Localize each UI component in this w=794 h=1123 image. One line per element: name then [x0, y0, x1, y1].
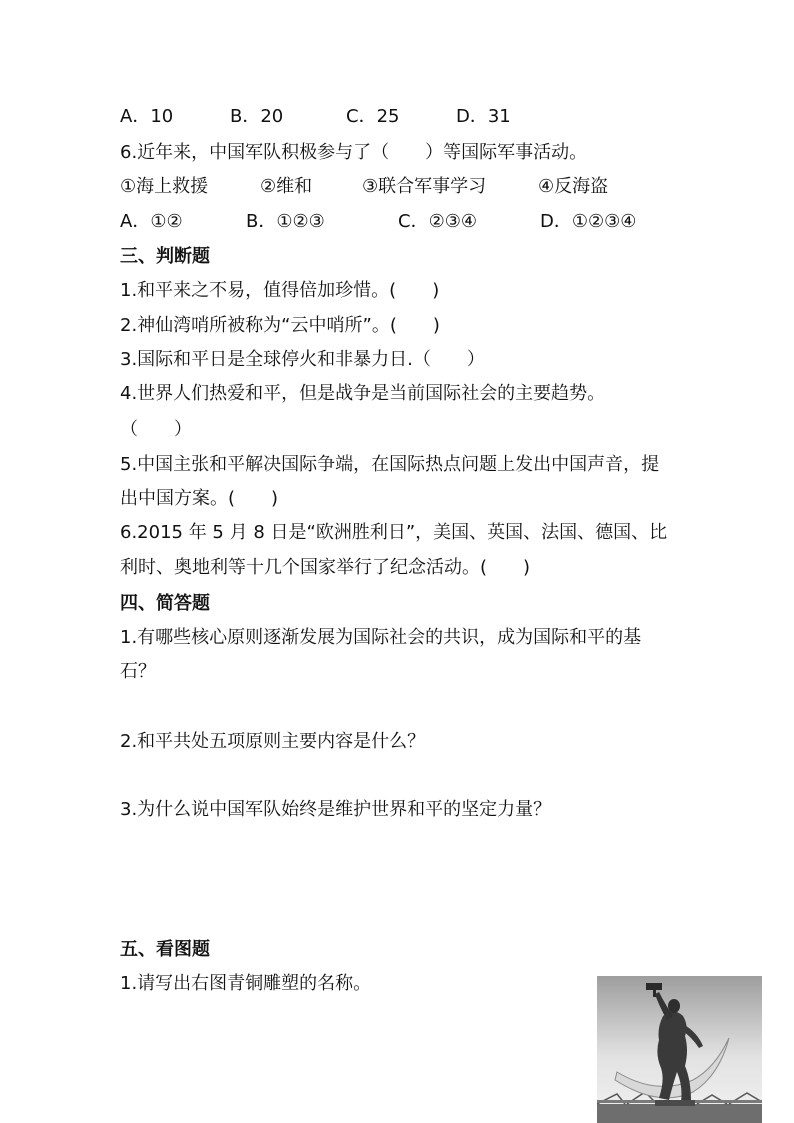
q6-item-1: ①海上救援 — [120, 176, 209, 197]
sculpture-illustration — [597, 976, 762, 1123]
s3-question-6-cont: 利时、奥地利等十几个国家举行了纪念活动。( ) — [120, 557, 531, 578]
s4-question-3: 3.为什么说中国军队始终是维护世界和平的坚定力量？ — [120, 799, 552, 820]
q6-option-a: A．①② — [120, 211, 183, 232]
q6-option-d: D．①②③④ — [540, 211, 637, 232]
s4-question-1-cont: 石？ — [120, 661, 156, 682]
q6-option-c: C．②③④ — [398, 211, 477, 232]
s3-question-4-blank: （ ） — [120, 419, 192, 440]
section4-title: 四、简答题 — [120, 593, 210, 614]
q5-option-d: D．31 — [456, 106, 511, 127]
q6-item-2: ②维和 — [260, 176, 313, 197]
section5-title: 五、看图题 — [120, 939, 210, 960]
s4-question-1: 1.有哪些核心原则逐渐发展为国际社会的共识，成为国际和平的基 — [120, 627, 642, 648]
s4-question-2: 2.和平共处五项原则主要内容是什么？ — [120, 731, 426, 752]
section3-title: 三、判断题 — [120, 246, 210, 267]
s3-question-3: 3.国际和平日是全球停火和非暴力日.（ ） — [120, 349, 485, 370]
q6-item-4: ④反海盗 — [538, 176, 609, 197]
s3-question-4: 4.世界人们热爱和平，但是战争是当前国际社会的主要趋势。 — [120, 383, 606, 404]
q6-item-3: ③联合军事学习 — [362, 176, 487, 197]
q5-option-c: C．25 — [346, 106, 400, 127]
s3-question-6: 6.2015 年 5 月 8 日是“欧洲胜利日”，美国、英国、法国、德国、比 — [120, 522, 668, 543]
q6-option-b: B．①②③ — [246, 211, 325, 232]
q5-option-b: B．20 — [230, 106, 284, 127]
s3-question-5: 5.中国主张和平解决国际争端，在国际热点问题上发出中国声音，提 — [120, 454, 660, 475]
s3-question-5-cont: 出中国方案。( ) — [120, 488, 279, 509]
s5-question-1: 1.请写出右图青铜雕塑的名称。 — [120, 973, 372, 994]
s3-question-2: 2.神仙湾哨所被称为“云中哨所”。( ) — [120, 315, 440, 336]
s3-question-1: 1.和平来之不易，值得倍加珍惜。( ) — [120, 280, 440, 301]
sculpture-photo — [597, 976, 762, 1123]
q6-stem: 6.近年来，中国军队积极参与了（ ）等国际军事活动。 — [120, 142, 588, 163]
q5-option-a: A．10 — [120, 106, 174, 127]
